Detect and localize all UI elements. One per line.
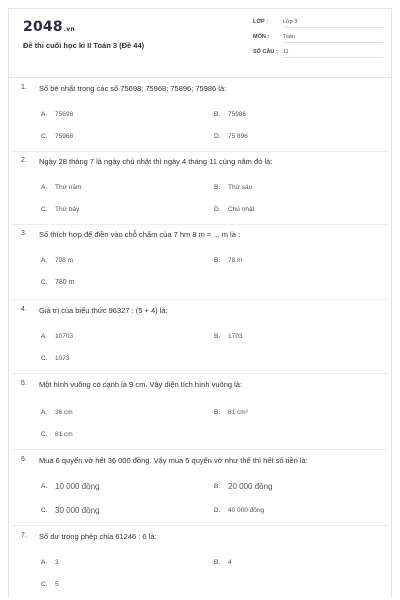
option-letter: C. [41,507,48,514]
meta-subject [253,34,383,44]
question-divider [13,525,389,526]
question-divider [13,373,389,374]
question-number: 5. [21,380,27,387]
option-text: 20 000 đồng [228,482,273,491]
option-letter: B. [214,483,221,490]
exam-header [9,9,391,78]
question-text: Số bé nhất trong các số 75698; 75968; 75896; 75986 là: [39,84,227,93]
option-letter: A. [41,409,48,416]
question-text: Giá trị của biểu thức 96327 : (5 + 4) là: [39,306,168,315]
option-letter: C. [41,581,48,588]
option-letter: C. [41,133,48,140]
meta-subject-value: Toán [283,34,383,43]
question-text: Số dư trong phép chia 61246 : 6 là: [39,532,157,541]
option-text: 780 m [55,279,75,286]
option-letter: C. [41,355,48,362]
question-divider [13,299,389,300]
option-text: 1703 [228,333,243,340]
question-number: 1. [21,84,27,91]
question-divider [13,449,389,450]
option-text: 36 cm [55,409,73,416]
meta-count-value: 11 [283,49,383,58]
option-text: 78 m [228,257,243,264]
option-text: 4 [228,559,232,566]
question-number: 3. [21,230,27,237]
site-logo[interactable]: 2048.vn [23,19,75,35]
option-text: 5 [55,581,59,588]
option-text: 30 000 đồng [55,506,100,515]
option-text: 1073 [55,355,70,362]
meta-count-label: SỐ CÂU : [253,49,278,55]
option-text: 75 896 [228,133,248,140]
option-text: 10703 [55,333,74,340]
meta-class-value: Lớp 3 [283,19,383,28]
option-letter: D. [214,206,221,213]
option-letter: C. [41,431,48,438]
option-letter: B. [214,333,221,340]
option-letter: B. [214,111,221,118]
option-text: 81 cm [55,431,73,438]
option-text: 3 [55,559,59,566]
question-divider [13,151,389,152]
option-letter: B. [214,257,221,264]
option-text: Thứ bảy [55,206,80,213]
question-text: Số thích hợp để điền vào chỗ chấm của 7 hm 8 m = ... m là : [39,230,241,239]
option-text: 75986 [228,111,247,118]
question-number: 6. [21,456,27,463]
exam-title: Đề thi cuối học kì II Toán 3 (Đề 44) [23,41,145,50]
option-letter: A. [41,483,48,490]
option-letter: B. [214,409,221,416]
question-text: Mua 6 quyển vở hết 36 000 đồng. Vậy mua 5 quyển vở như thế thì hết số tiền là: [39,456,308,465]
exam-page [8,8,392,598]
option-letter: D. [214,507,221,514]
option-letter: A. [41,257,48,264]
question-text: Ngày 28 tháng 7 là ngày chủ nhật thì ngày 4 tháng 11 cùng năm đó là: [39,157,273,166]
option-letter: A. [41,559,48,566]
option-text: 708 m [55,257,74,264]
option-text: 75968 [55,133,74,140]
meta-count [253,49,383,59]
option-letter: C. [41,279,48,286]
meta-class-label: LỚP : [253,19,268,25]
question-number: 7. [21,532,27,539]
option-letter: B. [214,559,221,566]
option-letter: A. [41,333,48,340]
question-divider [13,224,389,225]
logo-suffix: .vn [63,26,75,33]
option-text: 40 000 đồng [228,507,265,514]
option-text: Thứ sáu [228,184,253,191]
option-letter: C. [41,206,48,213]
question-number: 2. [21,157,27,164]
option-letter: D. [214,133,221,140]
option-text: Thứ năm [55,184,82,191]
question-number: 4. [21,306,27,313]
meta-class [253,19,383,29]
option-text: Chủ nhật [228,206,255,213]
option-letter: A. [41,184,48,191]
option-text: 81 cm² [228,409,248,416]
option-letter: A. [41,111,48,118]
question-text: Một hình vuông có cạnh là 9 cm. Vậy diện tích hình vuông là: [39,380,243,389]
option-text: 75698 [55,111,74,118]
meta-subject-label: MÔN : [253,34,270,40]
option-letter: B. [214,184,221,191]
option-text: 10 000 đồng [55,482,100,491]
